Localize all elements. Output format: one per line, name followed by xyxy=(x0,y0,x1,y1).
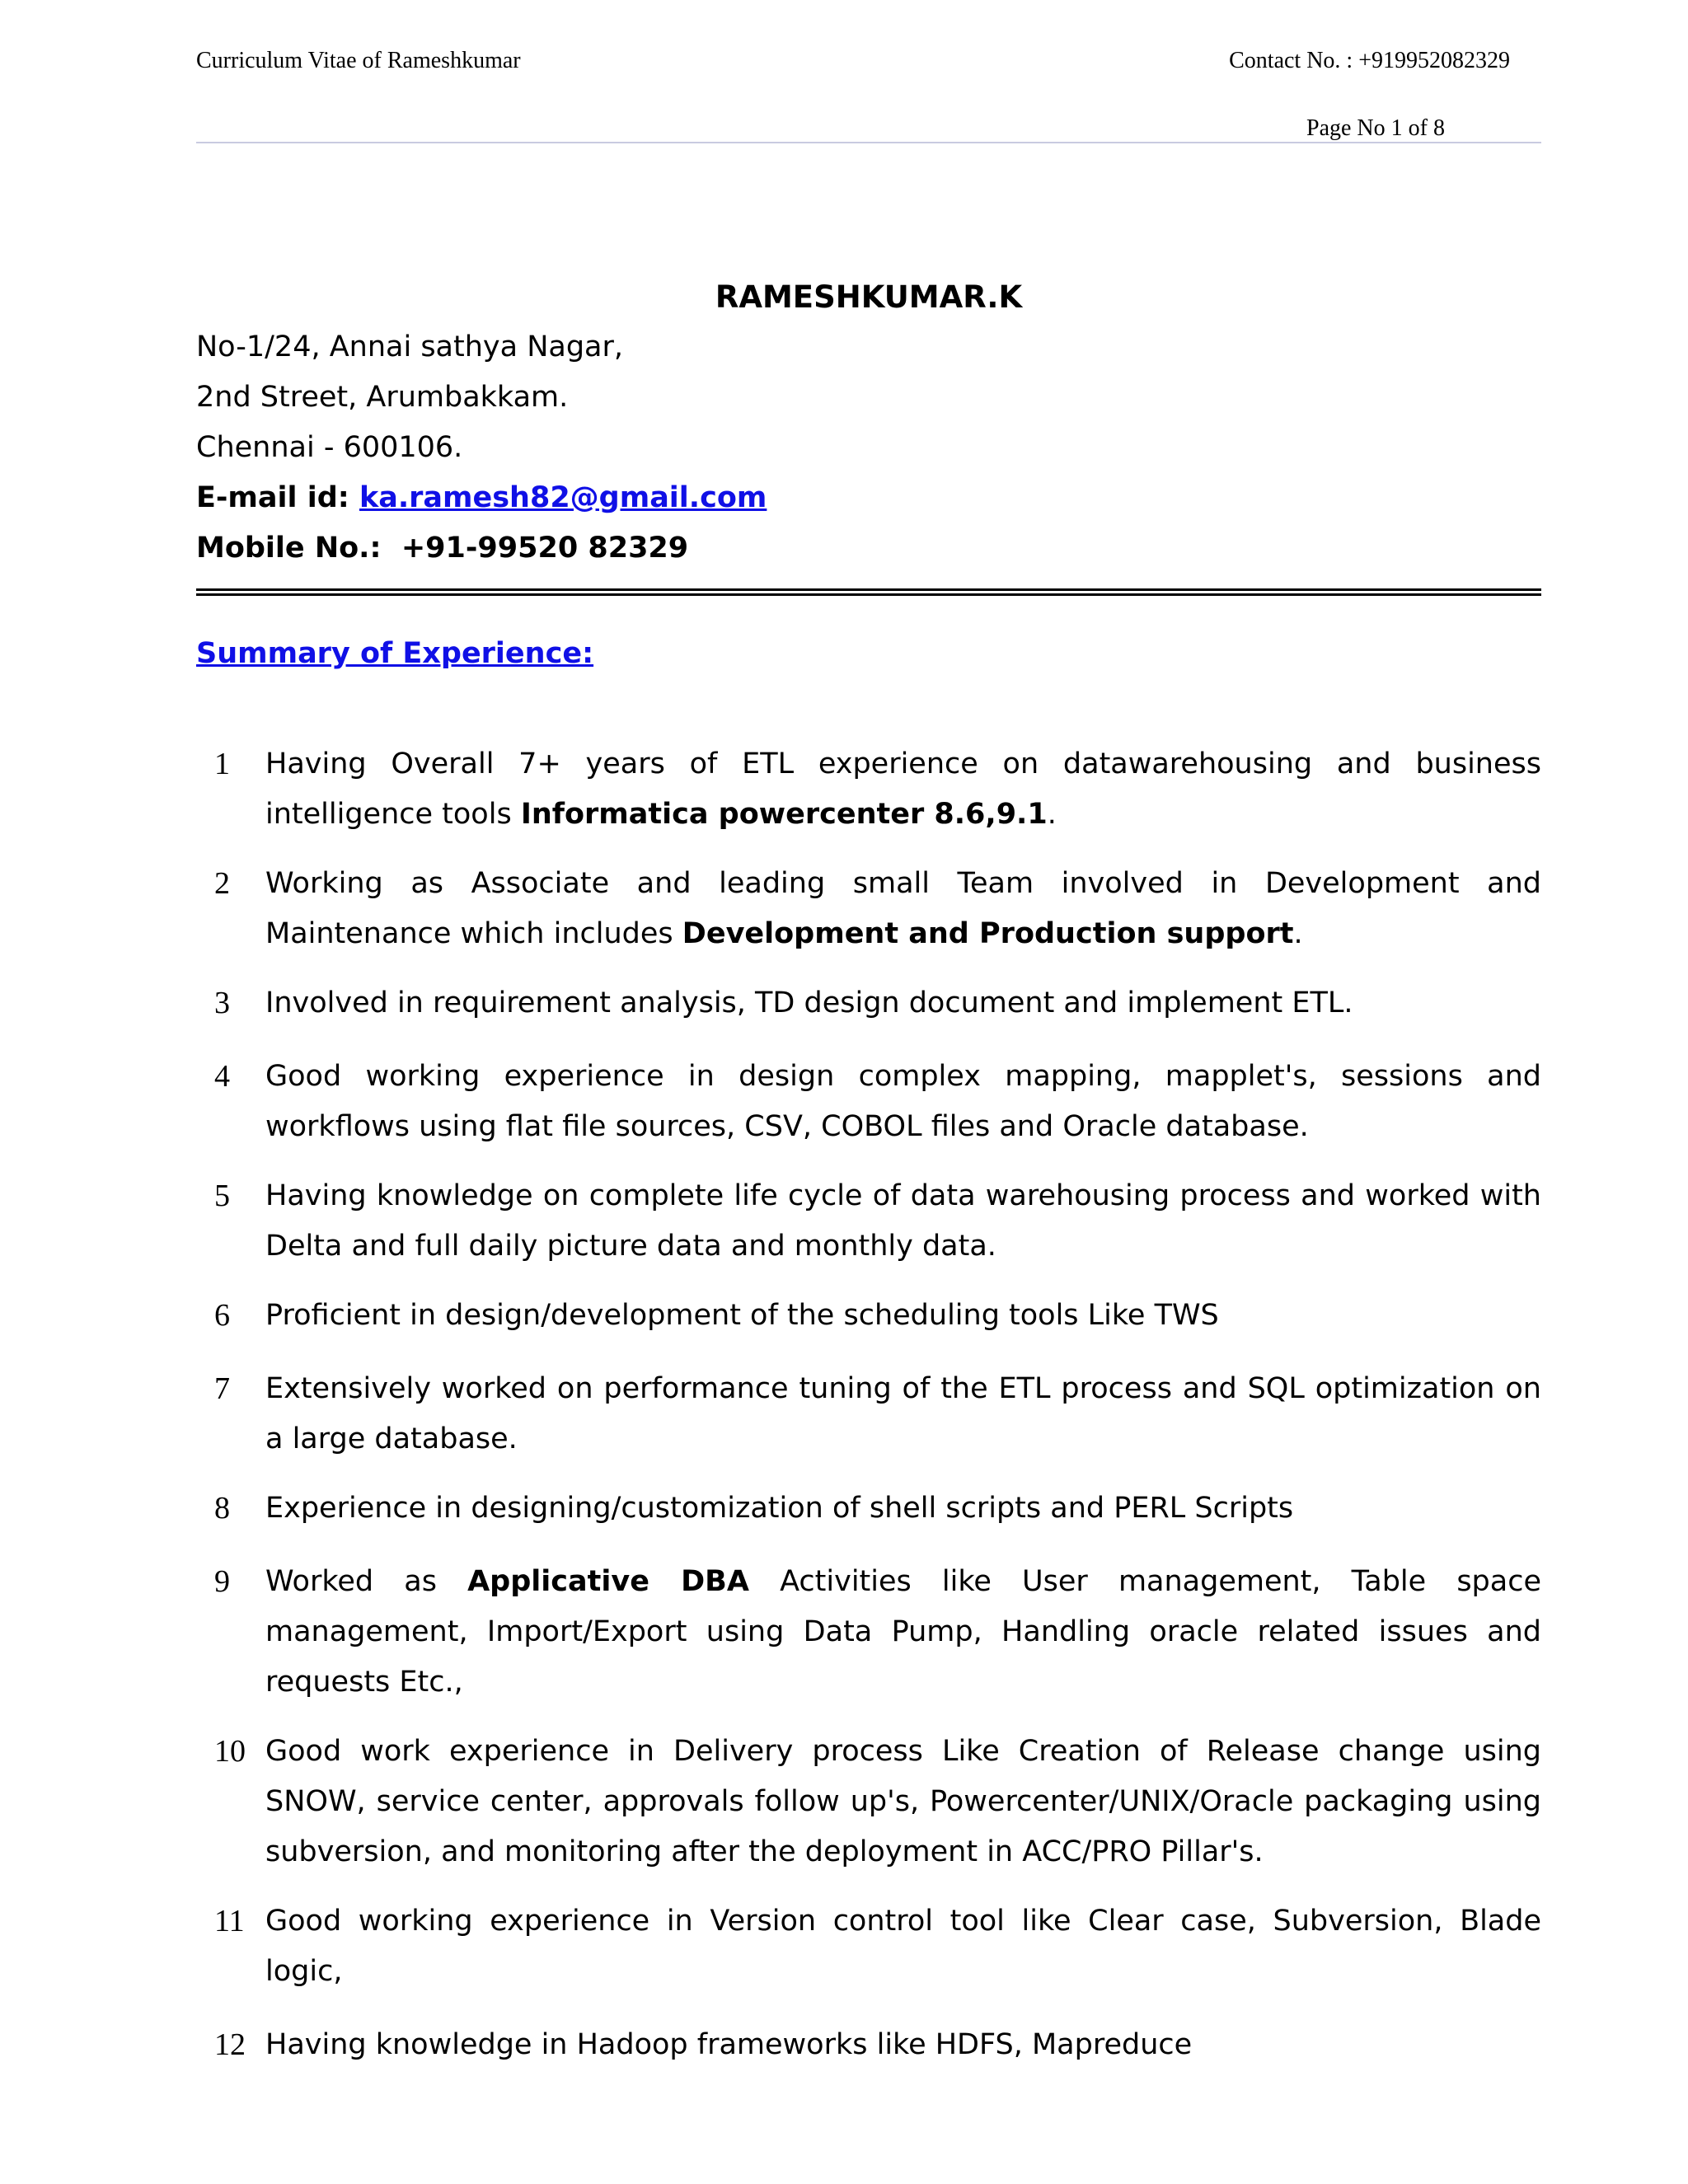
item-number: 11 xyxy=(214,1904,245,1938)
mobile-number: +91-99520 82329 xyxy=(401,532,689,565)
item-number: 4 xyxy=(214,1059,230,1094)
item-emphasis: Applicative DBA xyxy=(467,1565,749,1598)
item-emphasis: Informatica powercenter 8.6,9.1 xyxy=(520,798,1048,831)
mobile-label: Mobile No.: xyxy=(196,532,382,565)
item-text-part: Involved in requirement analysis, TD design document and implement ETL. xyxy=(265,987,1353,1019)
header-page-number: Page No 1 of 8 xyxy=(1306,115,1445,141)
item-number: 9 xyxy=(214,1564,230,1599)
experience-item xyxy=(196,859,1541,959)
email-row xyxy=(196,473,1541,523)
item-text xyxy=(265,1171,1541,1272)
item-emphasis: Development and Production support xyxy=(682,917,1294,950)
item-text-part: Having Overall 7+ years of ETL experience on datawarehousing and business intelligence tools xyxy=(265,748,1541,831)
item-text-part: Good working experience in Version control tool like Clear case, Subversion, Blade logic, xyxy=(265,1905,1541,1988)
page-header xyxy=(196,48,1541,141)
address-line-1: No-1/24, Annai sathya Nagar, xyxy=(196,330,624,363)
experience-item xyxy=(196,1171,1541,1272)
item-number: 2 xyxy=(214,866,230,901)
address-line-3: Chennai - 600106. xyxy=(196,431,463,464)
section-divider xyxy=(196,588,1541,596)
item-number: 3 xyxy=(214,986,230,1020)
experience-item xyxy=(196,739,1541,840)
email-label: E-mail id: xyxy=(196,481,349,514)
experience-item xyxy=(196,1291,1541,1341)
item-text-part: Good working experience in design complex mapping, mapplet's, sessions and workflows using flat file sources, CSV, COBOL files and Oracle database. xyxy=(265,1060,1541,1143)
item-text xyxy=(265,2020,1541,2070)
item-text xyxy=(265,1896,1541,1997)
experience-item xyxy=(196,1364,1541,1465)
experience-item xyxy=(196,1557,1541,1708)
experience-item xyxy=(196,1052,1541,1152)
experience-item xyxy=(196,1483,1541,1534)
item-text-part: Experience in designing/customization of shell scripts and PERL Scripts xyxy=(265,1492,1294,1525)
header-contact: Contact No. : +919952082329 xyxy=(1229,48,1510,73)
experience-list xyxy=(196,739,1541,2070)
item-text xyxy=(265,978,1541,1029)
item-number: 10 xyxy=(214,1734,246,1769)
address-line-2: 2nd Street, Arumbakkam. xyxy=(196,381,569,414)
header-divider xyxy=(196,142,1541,143)
summary-heading[interactable]: Summary of Experience: xyxy=(196,637,594,670)
item-text-part: Proficient in design/development of the scheduling tools Like TWS xyxy=(265,1299,1219,1332)
experience-item xyxy=(196,1727,1541,1877)
item-text-part: Having knowledge in Hadoop frameworks like HDFS, Mapreduce xyxy=(265,2028,1193,2061)
item-text-part: Working as Associate and leading small Team involved in Development and Maintenance which includes xyxy=(265,867,1541,950)
mobile-row xyxy=(196,523,1541,574)
item-text-part: Having knowledge on complete life cycle of data warehousing process and worked with Delta and full daily picture data and monthly data. xyxy=(265,1179,1541,1263)
candidate-name: RAMESHKUMAR.K xyxy=(715,279,1023,315)
item-number: 6 xyxy=(214,1298,230,1333)
item-number: 1 xyxy=(214,747,230,781)
item-number: 7 xyxy=(214,1371,230,1406)
header-row xyxy=(196,48,1541,74)
item-text-part: . xyxy=(1293,917,1303,950)
header-cv-title: Curriculum Vitae of Rameshkumar xyxy=(196,48,521,73)
item-text xyxy=(265,1557,1541,1708)
item-text-part: Worked as xyxy=(265,1565,468,1598)
item-text xyxy=(265,739,1541,840)
experience-item xyxy=(196,978,1541,1029)
contact-block xyxy=(196,272,1541,679)
experience-item xyxy=(196,2020,1541,2070)
item-text xyxy=(265,859,1541,959)
experience-item xyxy=(196,1896,1541,1997)
email-link[interactable]: ka.ramesh82@gmail.com xyxy=(359,481,767,514)
item-number: 8 xyxy=(214,1491,230,1526)
item-text xyxy=(265,1291,1541,1341)
item-number: 12 xyxy=(214,2027,246,2062)
item-text xyxy=(265,1364,1541,1465)
item-text xyxy=(265,1727,1541,1877)
item-number: 5 xyxy=(214,1179,230,1213)
item-text-part: Extensively worked on performance tuning of the ETL process and SQL optimization on a large database. xyxy=(265,1372,1541,1455)
item-text xyxy=(265,1483,1541,1534)
item-text-part: Activities like User management, Table space management, Import/Export using Data Pump, Handling oracle related issues and requests Etc., xyxy=(265,1565,1541,1699)
item-text-part: . xyxy=(1047,798,1057,831)
item-text-part: Good work experience in Delivery process Like Creation of Release change using SNOW, service center, approvals follow up's, Powercenter/UNIX/Oracle packaging using subversion, and monitoring after the deployment in ACC/PRO Pillar's. xyxy=(265,1735,1541,1868)
item-text xyxy=(265,1052,1541,1152)
